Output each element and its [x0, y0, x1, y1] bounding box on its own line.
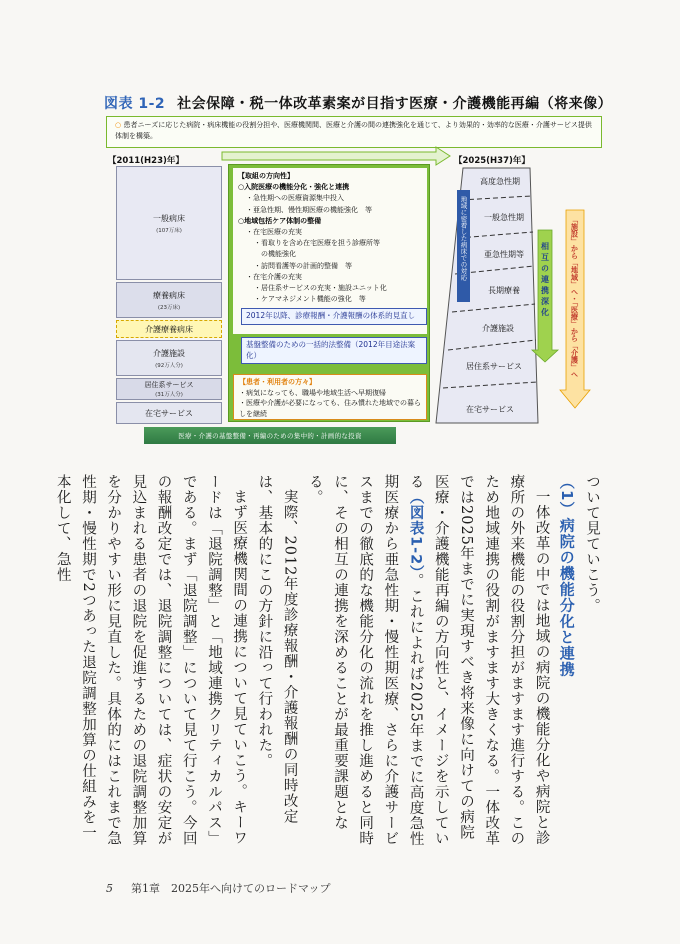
local-beds-text: 地域に密着した病床での対応 — [459, 196, 468, 281]
care-beds-label: 介護療養病床 — [145, 324, 193, 334]
level-label: 在宅サービス — [466, 405, 514, 414]
patient-box — [233, 374, 427, 420]
page-number: 5 — [106, 882, 113, 895]
body-paragraph: ついて見ていこう。 — [584, 474, 600, 614]
year-left-label: 【2011(H23)年】 — [108, 156, 184, 166]
level-label: 介護施設 — [482, 324, 514, 333]
direction-line: ・亜急性期、慢性期医療の機能強化 等 — [246, 205, 372, 214]
level-label: 一般急性期 — [484, 213, 524, 222]
patient-line: ・医療や介護が必要になっても、住み慣れた地域での暮らしを継続 — [239, 399, 421, 418]
body-paragraph — [302, 474, 554, 852]
figure-title — [104, 93, 624, 113]
reform-box-2: 基盤整備のための一括的法整備（2012年目途法案化） — [241, 337, 427, 364]
figure-title-text: 社会保障・税一体改革素案が目指す医療・介護機能再編（将来像） — [177, 96, 613, 112]
direction-heading: 【取組の方向性】 — [238, 172, 294, 180]
chapter-title: 第1章 2025年へ向けてのロードマップ — [131, 882, 331, 895]
long-term-beds-box — [116, 282, 222, 318]
home-service-box — [116, 402, 222, 424]
figure-reference: （図表1-2） — [407, 489, 424, 574]
investment-band: 医療・介護の基盤整備・再編のための集中的・計画的な投資 — [144, 427, 396, 444]
reform-box-1: 2012年以降、診療報酬・介護報酬の体系的見直し — [241, 308, 427, 325]
direction-line: ・居住系サービスの充実・施設ユニット化 — [254, 284, 387, 293]
body-text-span: 一体改革の中では地域の病院の機能分化や病院と診療所の外来機能の役割分担がますます進行する。このため地域連携の役割がますます大きくなる。一体改革では2025年までに実現すべき将来像に向けての病院医療・介護機能再編の方向性と、イメージを示している — [407, 474, 550, 846]
care-facility-count: (92万人分) — [155, 362, 183, 369]
goal-bullet-icon: ○ — [115, 121, 124, 129]
care-facility-label: 介護施設 — [153, 348, 185, 358]
direction-line: ・急性期への医療資源集中投入 — [246, 194, 344, 203]
general-beds-count: (107万床) — [156, 227, 182, 234]
care-facility-box — [116, 340, 222, 376]
direction-line: ・看取りを含め在宅医療を担う診療所等 — [254, 239, 380, 248]
section-heading: （1）病院の機能分化と連携 — [557, 474, 576, 678]
body-text-span: 。これによれば2025年までに高度急性期医療から亜急性期・慢性期医療、さらに介護サービスまでの徹底的な機能分化の流れを推し進めると同時に、その相互の連携を深めることが最重要課題となる。 — [306, 474, 424, 847]
body-text — [54, 474, 604, 852]
patient-heading: 【患者・利用者の方々】 — [239, 378, 316, 386]
direction-line: ・ケアマネジメント機能の強化 等 — [254, 295, 366, 304]
long-term-beds-label: 療養病床 — [153, 290, 185, 300]
goal-text: 患者ニーズに応じた病院・病床機能の役割分担や、医療機関間、医療と介護の間の連携強化を通じて、より効果的・効率的な医療・介護サービス提供体制を構築。 — [115, 121, 592, 140]
goal-box — [106, 116, 602, 148]
direction-line: ・在宅医療の充実 — [246, 228, 302, 237]
year-right-label: 【2025(H37)年】 — [454, 156, 530, 166]
direction-line: ○地域包括ケア体制の整備 — [238, 216, 322, 225]
shift-text: 「施設」から「地域」へ・「医療」から「介護」へ — [570, 216, 580, 378]
patient-line: ・病気になっても、職場や地域生活へ早期復帰 — [239, 388, 386, 397]
residential-box — [116, 378, 222, 400]
direction-line: ○入院医療の機能分化・強化と連携 — [238, 183, 350, 192]
direction-line: の機能強化 — [254, 250, 296, 259]
future-structure — [430, 150, 610, 430]
long-term-beds-count: (23万床) — [157, 304, 181, 311]
cooperation-text: 相互の連携深化 — [540, 242, 550, 319]
body-paragraph: まず医療機関間の連携について見ていこう。キーワードは「退院調整」と「地域連携クリティカルパス」である。まず「退院調整」について見て行こう。今回の報酬改定では、退院調整については、症状の安定が見込まれる患者の退院を促進するための退院調整加算を分かりやすい形に見直した。具体的にはこれまで急性期・慢性期で2つあった退院調整加算の仕組みを一本化して、急性 — [54, 474, 248, 846]
level-label: 亜急性期等 — [484, 250, 524, 259]
residential-label: 居住系サービス — [144, 381, 194, 389]
level-label: 長期療養 — [488, 286, 520, 295]
direction-line: ・訪問看護等の計画的整備 等 — [254, 261, 352, 270]
direction-box — [233, 168, 427, 334]
body-paragraph: 実際、2012年度診療報酬・介護報酬の同時改定は、基本的にこの方針に沿って行われた。 — [256, 474, 298, 824]
figure-number: 図表 1-2 — [104, 96, 166, 112]
center-panel — [228, 164, 430, 422]
general-beds-label: 一般病床 — [153, 213, 185, 223]
care-beds-box — [116, 320, 222, 338]
home-service-label: 在宅サービス — [145, 408, 193, 418]
page-footer — [106, 880, 331, 896]
direction-line: ・在宅介護の充実 — [246, 272, 302, 281]
residential-count: (31万人分) — [155, 392, 183, 398]
general-beds-box — [116, 166, 222, 280]
level-label: 居住系サービス — [466, 362, 522, 371]
level-label: 高度急性期 — [480, 177, 520, 186]
